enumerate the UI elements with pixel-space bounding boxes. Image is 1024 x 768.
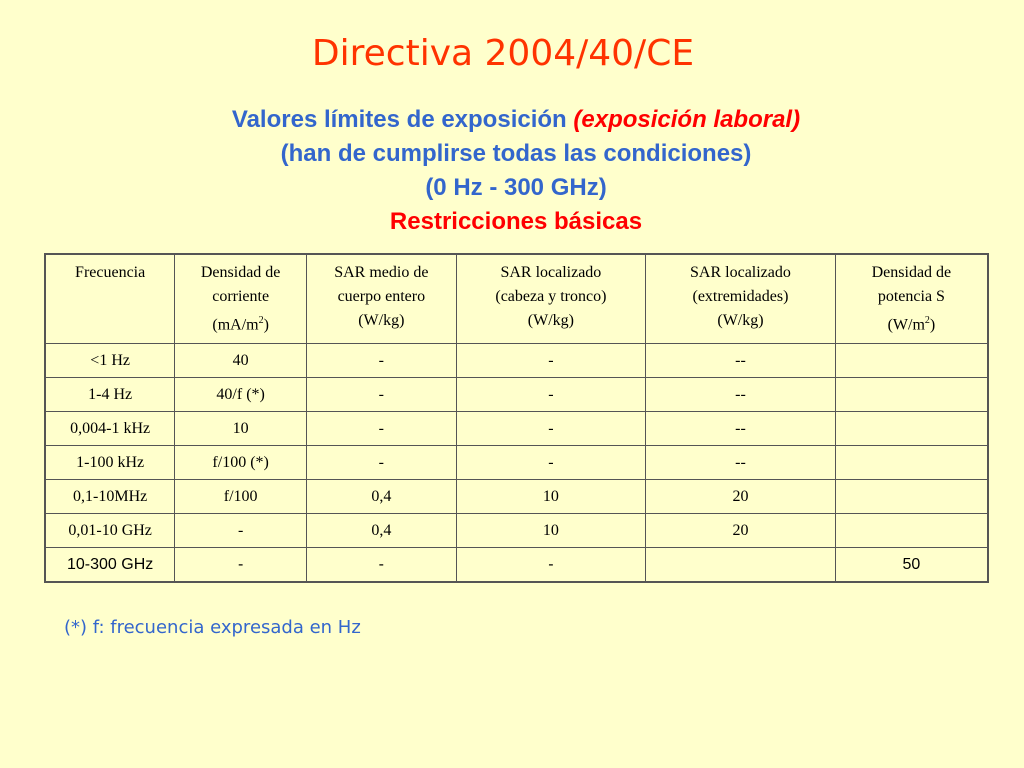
- header-text: (mA/m: [212, 316, 259, 334]
- table-cell: 1-100 kHz: [45, 446, 175, 480]
- table-cell: 0,4: [307, 514, 457, 548]
- subtitle-main-text: Valores límites de exposición: [231, 106, 574, 133]
- table-row: [45, 344, 988, 378]
- header-text: Frecuencia: [75, 264, 146, 281]
- header-text: (W/m: [887, 316, 925, 334]
- table-cell: 1-4 Hz: [45, 378, 175, 412]
- header-line: [650, 261, 831, 285]
- header-line: [461, 285, 642, 309]
- table-cell: --: [646, 378, 836, 412]
- table-cell: -: [307, 446, 457, 480]
- limits-table: [44, 253, 989, 583]
- header-line: [840, 261, 983, 285]
- header-text: (W/kg): [527, 312, 574, 329]
- table-cell: 0,004-1 kHz: [45, 412, 175, 446]
- table-cell: 0,01-10 GHz: [45, 514, 175, 548]
- footnote: (*) f: frecuencia expresada en Hz: [64, 617, 361, 638]
- header-line: [179, 285, 302, 309]
- table-cell: -: [175, 514, 307, 548]
- table-cell: f/100: [175, 480, 307, 514]
- table-cell: 50: [835, 548, 988, 583]
- slide-subtitle: [0, 103, 1024, 239]
- table-cell: -: [456, 548, 646, 583]
- header-line: [840, 309, 983, 337]
- header-line: [650, 309, 831, 333]
- table-cell: -: [456, 446, 646, 480]
- header-line: [461, 309, 642, 333]
- header-text: corriente: [212, 288, 270, 305]
- table-header-row: [45, 254, 988, 344]
- table-cell: 20: [646, 514, 836, 548]
- header-superscript: 2: [924, 315, 930, 326]
- table-cell: 0,4: [307, 480, 457, 514]
- table-cell: [646, 548, 836, 583]
- header-text: (W/kg): [358, 312, 405, 329]
- column-header: [175, 254, 307, 344]
- table-row: [45, 480, 988, 514]
- header-line: [179, 261, 302, 285]
- header-line: [179, 309, 302, 337]
- subtitle-line-3: (0 Hz - 300 GHz): [425, 174, 607, 201]
- header-text: ): [263, 316, 269, 334]
- table-cell: 10: [456, 480, 646, 514]
- subtitle-parenthetical: (exposición laboral): [573, 106, 801, 133]
- table-cell: 10: [456, 514, 646, 548]
- header-text: SAR localizado: [500, 264, 602, 281]
- table-cell: -: [456, 412, 646, 446]
- table-cell: 10: [175, 412, 307, 446]
- header-text: (cabeza y tronco): [495, 288, 607, 305]
- header-text: SAR medio de: [334, 264, 429, 281]
- column-header: [456, 254, 646, 344]
- subtitle-line-1: [0, 103, 1024, 137]
- table-cell: [835, 480, 988, 514]
- table-cell: 10-300 GHz: [45, 548, 175, 583]
- table-cell: 20: [646, 480, 836, 514]
- header-text: SAR localizado: [690, 264, 791, 281]
- table-cell: [835, 378, 988, 412]
- header-text: potencia S: [877, 288, 945, 305]
- table-row: [45, 378, 988, 412]
- header-line: [461, 261, 642, 285]
- table-body: [45, 344, 988, 583]
- table-cell: [835, 412, 988, 446]
- table-cell: -: [307, 548, 457, 583]
- table-cell: -: [307, 412, 457, 446]
- table-cell: --: [646, 412, 836, 446]
- header-text: cuerpo entero: [337, 288, 426, 305]
- column-header: [45, 254, 175, 344]
- table-row: [45, 514, 988, 548]
- table-row: [45, 412, 988, 446]
- table-cell: f/100 (*): [175, 446, 307, 480]
- table-cell: --: [646, 344, 836, 378]
- table-cell: -: [175, 548, 307, 583]
- subtitle-line-2: (han de cumplirse todas las condiciones): [280, 140, 752, 167]
- header-text: (extremidades): [692, 288, 789, 305]
- column-header: [307, 254, 457, 344]
- table-row: [45, 548, 988, 583]
- header-line: [311, 261, 452, 285]
- table-row: [45, 446, 988, 480]
- table-cell: --: [646, 446, 836, 480]
- header-line: [311, 309, 452, 333]
- header-line: [650, 285, 831, 309]
- table-cell: 0,1-10MHz: [45, 480, 175, 514]
- header-text: (W/kg): [717, 312, 764, 329]
- column-header: [835, 254, 988, 344]
- header-text: Densidad de: [871, 264, 952, 281]
- header-line: [311, 285, 452, 309]
- table-cell: -: [456, 378, 646, 412]
- header-line: [840, 285, 983, 309]
- column-header: [646, 254, 836, 344]
- table-cell: [835, 344, 988, 378]
- table-cell: [835, 514, 988, 548]
- subtitle-line-4: Restricciones básicas: [389, 208, 643, 235]
- header-text: ): [929, 316, 936, 334]
- header-line: [50, 261, 170, 285]
- table-cell: [835, 446, 988, 480]
- table-cell: 40: [175, 344, 307, 378]
- table-cell: <1 Hz: [45, 344, 175, 378]
- header-text: Densidad de: [200, 264, 281, 281]
- table-cell: -: [456, 344, 646, 378]
- table-cell: -: [307, 378, 457, 412]
- table-cell: 40/f (*): [175, 378, 307, 412]
- table-cell: -: [307, 344, 457, 378]
- header-superscript: 2: [258, 315, 264, 326]
- slide-title: Directiva 2004/40/CE: [311, 33, 695, 74]
